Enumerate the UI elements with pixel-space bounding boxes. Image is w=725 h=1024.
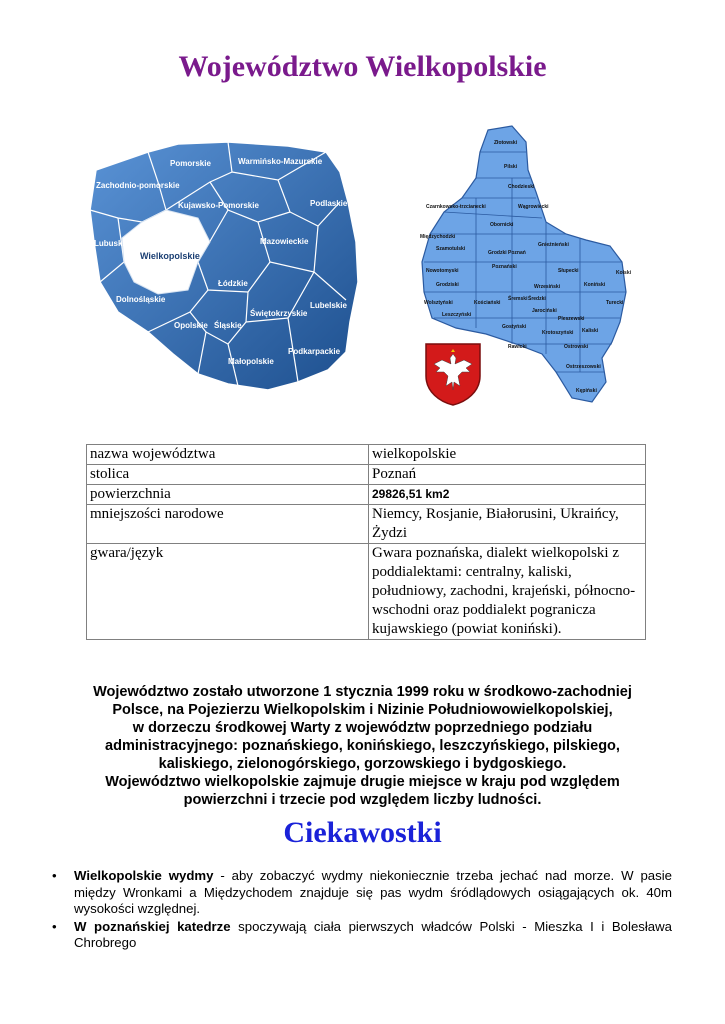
intro-paragraph [40,683,685,809]
powiat-sredzki: Średzki [528,296,546,302]
powiat-grodziski: Grodziski [436,282,459,288]
powiat-sremski: Śremski [508,296,528,302]
table-row [87,465,646,485]
fact-heading: Wielkopolskie wydmy [74,868,214,883]
table-cell-value: 29826,51 km2 [369,485,646,505]
powiat-poznanski: Poznański [492,264,517,270]
powiat-jarocinski: Jarociński [532,308,557,314]
page-title: Województwo Wielkopolskie [178,50,547,83]
powiat-obornicki: Obornicki [490,222,514,228]
intro-line: powierzchni i trzecie pod względem liczby ludności. [183,792,542,808]
map-label-podlaskie: Podlaskie [310,199,348,208]
powiat-chodzieski: Chodzieski [508,184,535,190]
map-label-mazowieckie: Mazowieckie [260,237,309,246]
table-row [87,544,646,640]
intro-line: w dorzeczu środkowej Warty z województw poprzedniego podziału [132,720,593,736]
poland-voivodeships-map [78,122,378,408]
map-label-zachodniopomorskie: Zachodnio-pomorskie [96,181,180,190]
intro-line: kaliskiego, zielonogórskiego, gorzowskiego i bydgoskiego. [158,756,567,772]
map-label-kujawsko-pomorskie: Kujawsko-Pomorskie [178,201,259,210]
table-cell-label: powierzchnia [87,485,369,505]
powiat-koscianski: Kościański [474,300,501,306]
intro-line: Polsce, na Pojezierzu Wielkopolskim i Nizinie Południowowielkopolskiej, [112,702,613,718]
powiat-slupecki: Słupecki [558,268,579,274]
powiat-pleszewski: Pleszewski [558,316,585,322]
intro-line: Województwo wielkopolskie zajmuje drugie miejsce w kraju pod względem [105,774,620,790]
table-cell-label: nazwa województwa [87,445,369,465]
powiat-leszczynski: Leszczyński [442,312,472,318]
table-cell-value: Niemcy, Rosjanie, Białorusini, Ukraińcy, Żydzi [369,505,646,544]
map-label-wielkopolskie: Wielkopolskie [140,251,200,261]
powiat-gostynski: Gostyński [502,324,527,330]
table-row [87,505,646,544]
list-item [52,919,672,952]
table-cell-value: Poznań [369,465,646,485]
powiat-rawicki: Rawicki [508,344,527,350]
powiat-turecki: Turecki [606,300,624,306]
powiat-szamotulski: Szamotulski [436,246,466,252]
map-label-malopolskie: Małopolskie [228,357,274,366]
table-row [87,485,646,505]
map-label-pomorskie: Pomorskie [170,159,211,168]
map-label-warminsko-mazurskie: Warmińsko-Mazurskie [238,157,323,166]
powiat-pilski: Pilski [504,164,518,170]
section-title-ciekawostki: Ciekawostki [283,816,442,849]
map-label-slaskie: Śląskie [214,321,242,330]
powiat-grodzki-poznan: Grodzki Poznań [488,250,526,256]
facts-list [52,868,672,953]
table-row [87,445,646,465]
table-cell-label: stolica [87,465,369,485]
fact-text: spoczywają ciała pierwszych władców Polski - Mieszka I i Bolesława Chrobrego [74,918,672,950]
coat-of-arms-icon [424,342,482,406]
fact-text: - aby zobaczyć wydmy niekoniecznie trzeba jechać nad morze. W pasie między Wronkami a Międzychodem znajduje się pas wydm śródlądowych osiągających ok. 40m wysokości względnej. [74,868,672,916]
powiat-krotoszynski: Krotoszyński [542,330,574,336]
powiat-wolsztynski: Wolsztyński [424,300,453,306]
map-label-lubuskie: Lubuskie [94,239,130,248]
table-cell-value: Gwara poznańska, dialekt wielkopolski z poddialektami: centralny, kaliski, południowy, zachodni, krajeński, północno-wschodni oraz poddialekt pogranicza kujawskiego (powiat koniński). [369,544,646,640]
powiat-wagrowiecki: Wągrowiecki [518,204,549,210]
map-label-swietokrzyskie: Świętokrzyskie [250,309,308,318]
powiat-koninski: Koniński [584,282,606,288]
powiat-kepinski: Kępiński [576,388,597,394]
intro-line: administracyjnego: poznańskiego, konińskiego, leszczyńskiego, pilskiego, [105,738,620,754]
powiat-ostrowski: Ostrowski [564,344,589,350]
table-cell-value: wielkopolskie [369,445,646,465]
list-item [52,868,672,918]
map-label-lubelskie: Lubelskie [310,301,347,310]
voivodeship-info-table [86,444,646,640]
powiat-kaliski: Kaliski [582,328,599,334]
map-label-podkarpackie: Podkarpackie [288,347,341,356]
fact-heading: W poznańskiej katedrze [74,918,231,934]
map-label-lodzkie: Łódzkie [218,279,248,288]
map-label-dolnoslaskie: Dolnośląskie [116,295,166,304]
powiat-zlotowski: Złotowski [494,140,518,146]
bullet-icon: • [52,918,57,934]
powiat-kolski: Kolski [616,270,632,276]
intro-line: Województwo zostało utworzone 1 stycznia 1999 roku w środkowo-zachodniej [93,684,632,700]
table-cell-label: mniejszości narodowe [87,505,369,544]
powiat-wrzesinski: Wrzesiński [534,284,561,290]
powiat-nowotomyski: Nowotomyski [426,268,459,274]
bullet-icon: • [52,868,57,883]
powiat-gnieznienski: Gnieźnieński [538,242,569,248]
powiat-czarnkowsko-trzcianecki: Czarnkowsko-trzcianecki [426,204,486,210]
table-cell-label: gwara/język [87,544,369,640]
powiat-miedzychodzki: Międzychodzki [420,234,456,240]
map-label-opolskie: Opolskie [174,321,208,330]
powiat-ostrzeszowski: Ostrzeszowski [566,364,601,370]
